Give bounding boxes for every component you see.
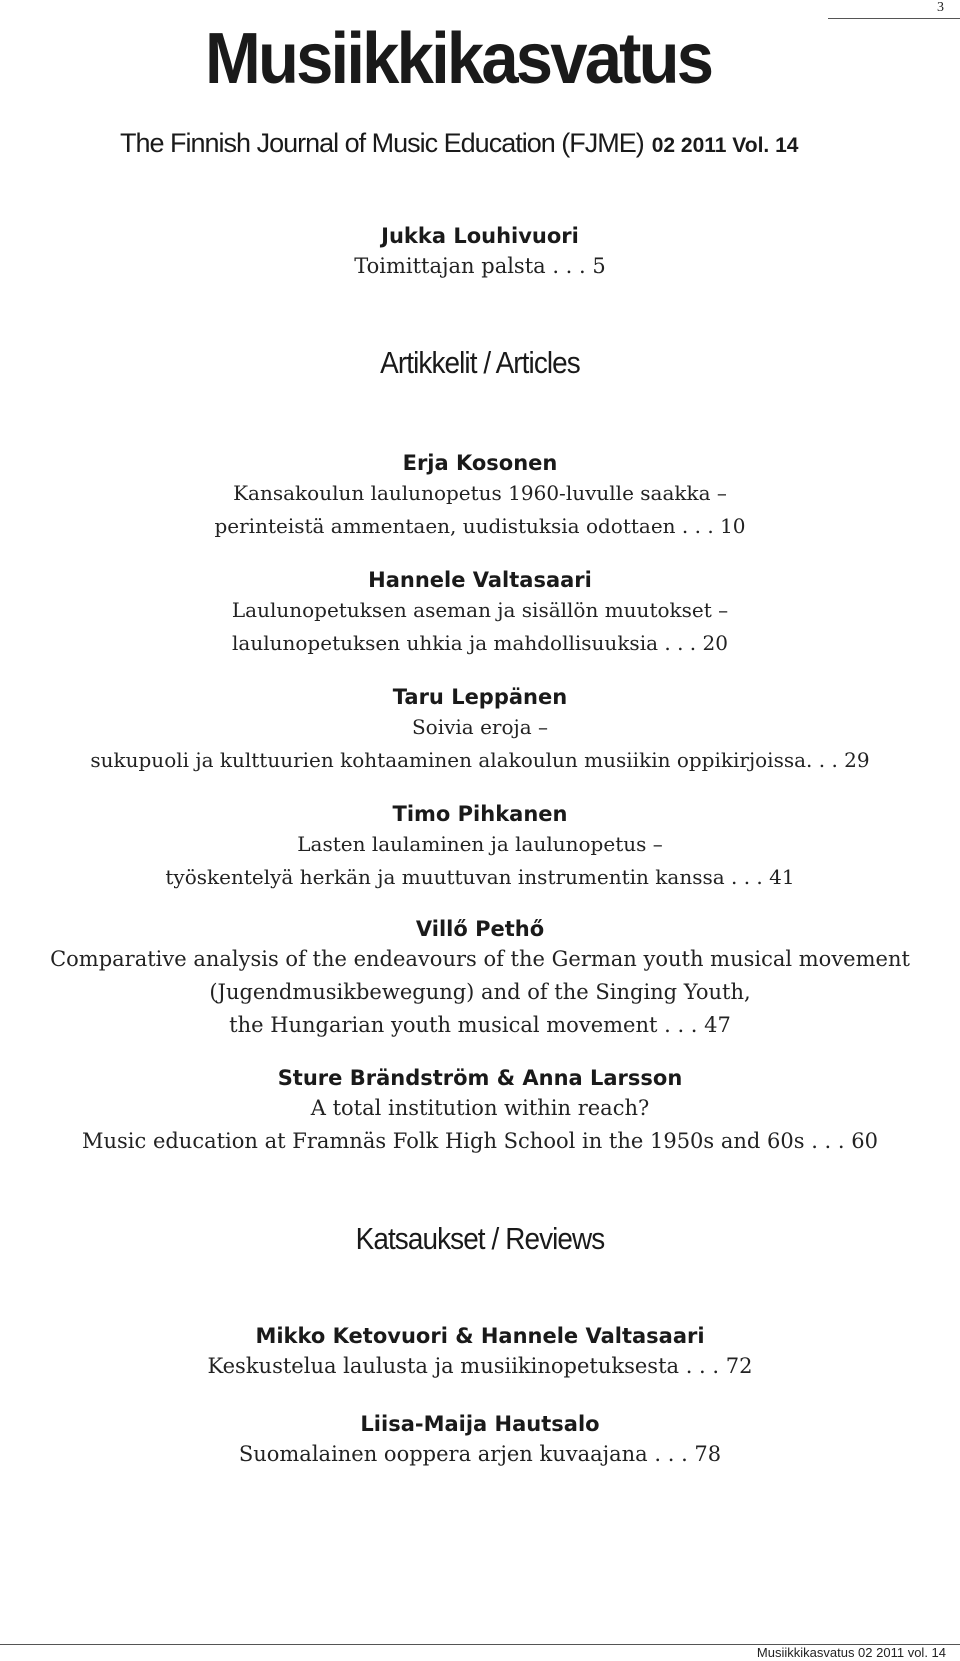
entry-author: Erja Kosonen — [402, 451, 558, 475]
entry-title-line: Suomalainen ooppera arjen kuvaajana . . . 78 — [238, 1442, 722, 1466]
entry-title-line: Laulunopetuksen aseman ja sisällön muutokset – — [231, 598, 729, 622]
entry-title-line: Soivia eroja – — [411, 715, 549, 739]
toc-entry-editorial[interactable] — [0, 222, 960, 283]
entry-title-line: Comparative analysis of the endeavours of the German youth musical movement — [50, 947, 910, 971]
entry-title-line: Kansakoulun laulunopetus 1960-luvulle saakka – — [233, 481, 727, 505]
entry-author: Sture Brändström & Anna Larsson — [277, 1066, 683, 1090]
entry-author: Hannele Valtasaari — [368, 568, 592, 592]
entry-title-line: Music education at Framnäs Folk High School in the 1950s and 60s . . . 60 — [81, 1129, 878, 1153]
toc-entry-review[interactable] — [0, 1322, 960, 1383]
toc-entry-article[interactable] — [0, 566, 960, 660]
journal-subtitle-line — [120, 128, 880, 159]
entry-author: Mikko Ketovuori & Hannele Valtasaari — [255, 1324, 705, 1348]
entry-author: Jukka Louhivuori — [381, 224, 579, 248]
entry-author: Liisa-Maija Hautsalo — [360, 1412, 600, 1436]
entry-author: Timo Pihkanen — [392, 802, 568, 826]
toc-entry-article[interactable] — [0, 449, 960, 543]
entry-author: Villő Pethő — [415, 917, 545, 941]
journal-title: Musiikkikasvatus — [205, 19, 712, 99]
issue-label: 02 2011 Vol. 14 — [651, 134, 799, 157]
toc-entry-review[interactable] — [0, 1410, 960, 1471]
entry-title-line: perinteistä ammentaen, uudistuksia odottaen . . . 10 — [214, 514, 746, 538]
entry-title-line: Keskustelua laulusta ja musiikinopetuksesta . . . 72 — [207, 1354, 753, 1378]
footer-text: Musiikkikasvatus 02 2011 vol. 14 — [756, 1645, 946, 1660]
entry-title-line: työskentelyä herkän ja muuttuvan instrumentin kanssa . . . 41 — [165, 865, 795, 889]
entry-title-line: (Jugendmusikbewegung) and of the Singing Youth, — [209, 980, 751, 1004]
entry-title-line: A total institution within reach? — [310, 1096, 650, 1120]
toc-entry-article[interactable] — [0, 915, 960, 1042]
entry-title-line: Lasten laulaminen ja laulunopetus – — [297, 832, 663, 856]
section-title-reviews: Katsaukset / Reviews — [355, 1221, 605, 1256]
entry-title-line: the Hungarian youth musical movement . . . 47 — [229, 1013, 731, 1037]
toc-entry-article[interactable] — [0, 683, 960, 777]
section-title-articles: Artikkelit / Articles — [380, 345, 580, 380]
entry-title-line: Toimittajan palsta . . . 5 — [354, 254, 606, 278]
entry-author: Taru Leppänen — [392, 685, 568, 709]
toc-entry-article[interactable] — [0, 1064, 960, 1158]
entry-title-line: sukupuoli ja kulttuurien kohtaaminen alakoulun musiikin oppikirjoissa. . . 29 — [90, 748, 870, 772]
top-rule — [828, 18, 960, 19]
entry-title-line: laulunopetuksen uhkia ja mahdollisuuksia . . . 20 — [232, 631, 728, 655]
page-number: 3 — [937, 0, 944, 15]
toc-entry-article[interactable] — [0, 800, 960, 894]
journal-subtitle: The Finnish Journal of Music Education (FJME) — [120, 128, 644, 158]
